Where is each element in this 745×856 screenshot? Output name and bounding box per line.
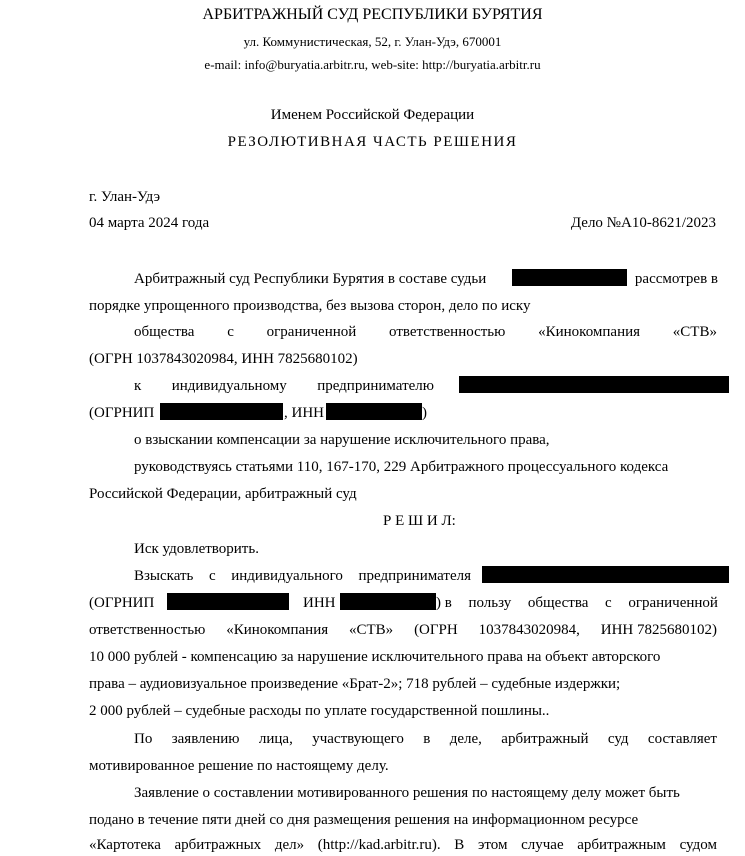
court-address: ул. Коммунистическая, 52, г. Улан-Удэ, 670001: [243, 34, 502, 49]
application-line-3: [89, 836, 717, 854]
decided-heading: Р Е Ш И Л:: [383, 513, 456, 529]
redaction-recover-inn: [340, 593, 436, 610]
word: дел»: [274, 837, 305, 853]
plaintiff-ids: (ОГРН 1037843020984, ИНН 7825680102): [89, 351, 358, 367]
word: составляет: [647, 731, 717, 747]
court-contacts: e-mail: info@buryatia.arbitr.ru, web-site: http://buryatia.arbitr.ru: [204, 57, 541, 72]
redaction-recover-ogrnip: [167, 593, 289, 610]
word: предпринимателя: [358, 568, 471, 584]
word: «СТВ»: [672, 324, 717, 340]
redaction-defendant-inn: [326, 403, 422, 420]
word: суд: [607, 731, 629, 747]
word: судом: [679, 837, 717, 853]
guided-text: руководствуясь статьями 110, 167-170, 229 Арбитражного процессуального кодекса: [134, 459, 669, 475]
word: к: [134, 378, 142, 394]
word: с: [227, 324, 234, 340]
word: 1037843020984,: [478, 622, 580, 638]
defendant-line: [134, 377, 434, 395]
redaction-defendant-name: [459, 376, 729, 393]
word: участвующего: [312, 731, 404, 747]
case-number: Дело №А10-8621/2023: [570, 215, 716, 231]
word: арбитражный: [501, 731, 589, 747]
word: ИНН 7825680102): [600, 622, 717, 638]
word: индивидуальному: [171, 378, 287, 394]
city: г. Улан-Удэ: [89, 189, 161, 205]
word: «Кинокомпания: [226, 622, 329, 638]
redaction-judge: [512, 269, 627, 286]
word: с: [605, 595, 612, 611]
word: предпринимателю: [317, 378, 434, 394]
motivated-line: [134, 730, 717, 748]
guided-line: [134, 458, 717, 476]
word: ограниченной: [628, 595, 718, 611]
in-name-of-federation: Именем Российской Федерации: [270, 107, 475, 123]
recover-line-3: [89, 621, 717, 639]
word: с: [208, 568, 216, 584]
recover-line-2-tail: [436, 594, 718, 612]
recover-line-6: 2 000 рублей – судебные расходы по уплате государственной пошлины..: [89, 703, 550, 719]
application-line-2: подано в течение пяти дней со дня размещения решения на информационном ресурсе: [89, 812, 639, 828]
guided-tail: Российской Федерации, арбитражный суд: [89, 486, 357, 502]
word: В: [454, 837, 465, 853]
procedure-text: порядке упрощенного производства, без вызова сторон, дело по иску: [89, 298, 531, 314]
defendant-ogrnip-label: (ОГРНИП: [89, 405, 155, 421]
word: в: [423, 731, 431, 747]
word: арбитражным: [577, 837, 666, 853]
word: этом: [477, 837, 508, 853]
recover-inn-label: ИНН: [303, 595, 336, 611]
word: ответственностью: [389, 324, 506, 340]
word: «СТВ»: [349, 622, 394, 638]
judge-intro: Арбитражный суд Республики Бурятия в составе судьи: [134, 271, 487, 287]
judge-intro-tail: рассмотрев в: [634, 271, 718, 287]
word: индивидуального: [231, 568, 343, 584]
word: деле,: [449, 731, 482, 747]
word: «Кинокомпания: [538, 324, 641, 340]
word: пользу: [468, 595, 512, 611]
document-title: РЕЗОЛЮТИВНАЯ ЧАСТЬ РЕШЕНИЯ: [227, 134, 518, 150]
recover-line: [134, 567, 471, 585]
court-name: АРБИТРАЖНЫЙ СУД РЕСПУБЛИКИ БУРЯТИЯ: [202, 6, 543, 23]
word: По: [134, 731, 153, 747]
decision-date: 04 марта 2024 года: [89, 215, 210, 231]
word: ) в: [436, 595, 452, 611]
defendant-inn-label: , ИНН: [284, 405, 324, 421]
word: случае: [521, 837, 564, 853]
motivated-line-2: мотивированное решение по настоящему делу.: [89, 758, 389, 774]
claim-subject: о взыскании компенсации за нарушение исключительного права,: [134, 432, 550, 448]
word: Взыскать: [134, 568, 194, 584]
claim-granted: Иск удовлетворить.: [134, 541, 259, 557]
word: ответственностью: [89, 622, 206, 638]
recover-line-5: права – аудиовизуальное произведение «Брат-2»; 718 рублей – судебные издержки;: [89, 676, 621, 692]
word: «Картотека: [89, 837, 161, 853]
word: ограниченной: [266, 324, 357, 340]
application-line-1: Заявление о составлении мотивированного решения по настоящему делу может быть: [134, 785, 680, 801]
word: заявлению: [171, 731, 240, 747]
close-paren: ): [422, 405, 427, 421]
word: лица,: [258, 731, 293, 747]
plaintiff-line: [134, 323, 717, 341]
word: общества: [134, 324, 195, 340]
recover-ogrnip-label: (ОГРНИП: [89, 595, 155, 611]
word: арбитражных: [174, 837, 262, 853]
redaction-defendant-ogrnip: [160, 403, 283, 420]
redaction-recover-name: [482, 566, 729, 583]
recover-line-4: 10 000 рублей - компенсацию за нарушение исключительного права на объект авторского: [89, 649, 661, 665]
link-text: (http://kad.arbitr.ru).: [317, 837, 441, 853]
word: общества: [527, 595, 589, 611]
word: (ОГРН: [414, 622, 458, 638]
